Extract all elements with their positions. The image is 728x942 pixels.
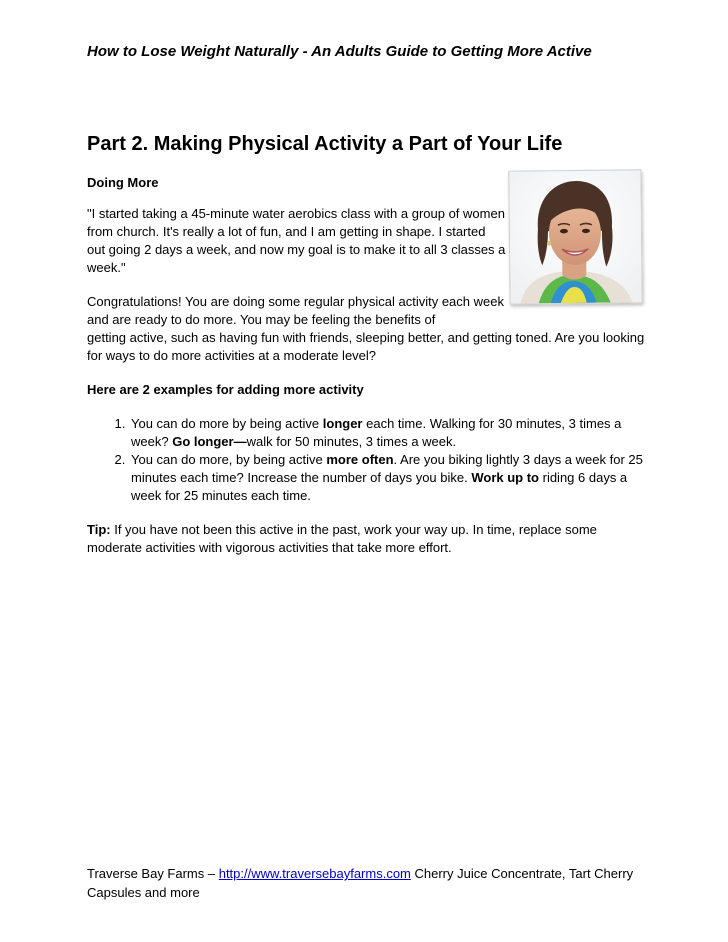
footer-website-link[interactable]: http://www.traversebayfarms.com bbox=[218, 866, 411, 881]
tip-paragraph bbox=[87, 521, 647, 557]
sub-heading: Doing More bbox=[87, 175, 159, 190]
congratulations-text-part2: getting active, such as having fun with friends, sleeping better, and getting toned. Are you looking for ways to do more activities at a moderate level? bbox=[87, 330, 645, 363]
document-title: How to Lose Weight Naturally - An Adults Guide to Getting More Active bbox=[87, 43, 592, 60]
footer-suffix: Cherry Juice Concentrate, Tart Cherry Capsules and more bbox=[87, 866, 634, 900]
tip-label: Tip: bbox=[87, 522, 111, 537]
congratulations-paragraph bbox=[87, 293, 647, 365]
congratulations-text-part1: Congratulations! You are doing some regular physical activity each week and are ready to do more. You may be feeling the benefits of bbox=[87, 294, 504, 327]
footer-prefix: Traverse Bay Farms – bbox=[87, 866, 219, 881]
section-heading: Part 2. Making Physical Activity a Part of Your Life bbox=[87, 133, 563, 155]
article-body bbox=[87, 205, 647, 573]
list-item: 1. You can do more by being active longer each time. Walking for 30 minutes, 3 times a week? Go longer—walk for 50 minutes, 3 times a week. bbox=[129, 415, 647, 451]
page-footer bbox=[87, 864, 647, 902]
examples-list bbox=[87, 415, 647, 505]
examples-heading: Here are 2 examples for adding more activity bbox=[87, 382, 364, 397]
tip-text: If you have not been this active in the past, work your way up. In time, replace some moderate activities with vigorous activities that take more effort. bbox=[87, 522, 597, 555]
list-item: 2. You can do more, by being active more often. Are you biking lightly 3 days a week for 25 minutes each time? Increase the number of days you bike. Work up to riding 6 days a week for 25 minutes each time. bbox=[129, 451, 647, 505]
testimonial-quote: "I started taking a 45-minute water aerobics class with a group of women from church. It's really a lot of fun, and I am getting in shape. I started out going 2 days a week, and now my goal is to make it to all 3 classes a week." bbox=[87, 206, 506, 275]
